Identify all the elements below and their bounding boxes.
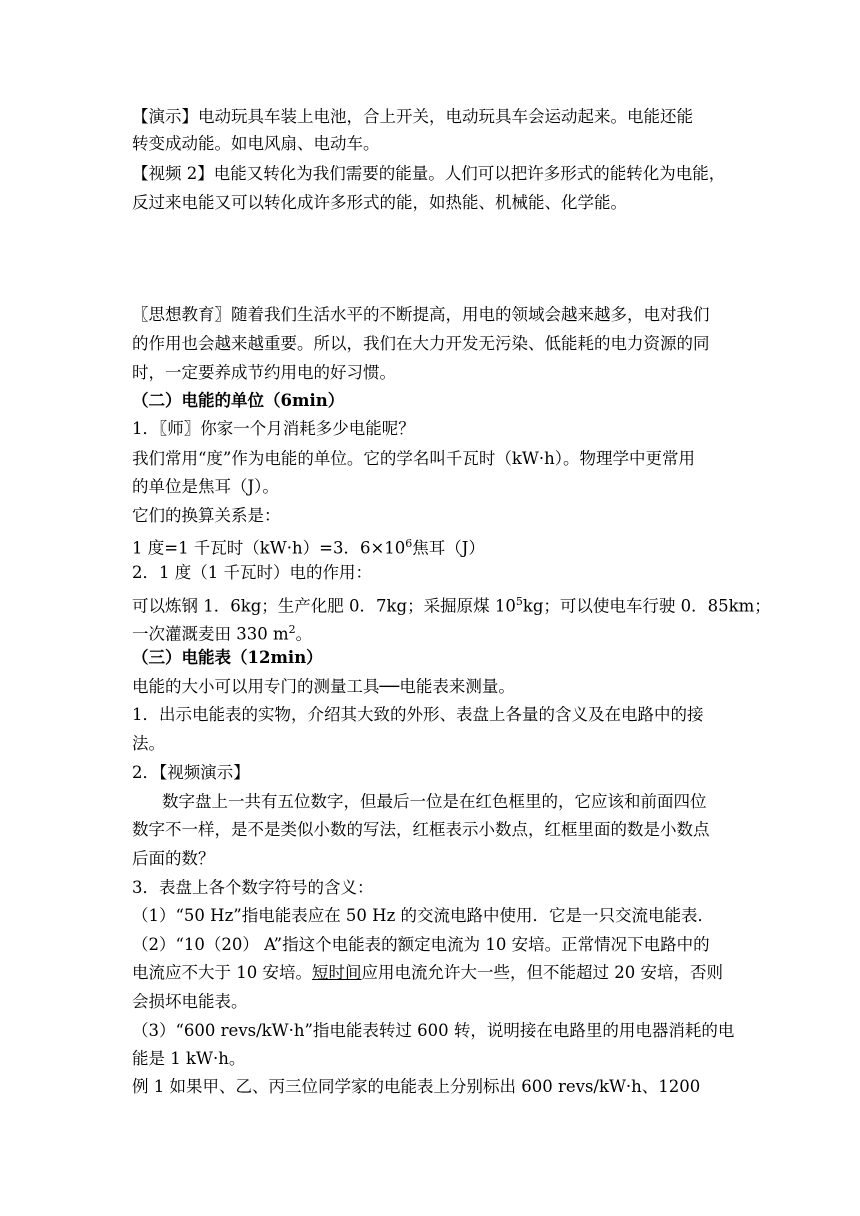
section-heading: （三）电能表（12min） [132,648,323,667]
text-segment: 应用电流允许大一些，但不能超过 20 安培，否则 [361,963,723,982]
paragraph-line: 数字不一样，是不是类似小数的写法，红框表示小数点，红框里面的数是小数点 [132,820,710,839]
paragraph-line: 2．1 度（1 千瓦时）电的作用： [132,563,372,582]
paragraph-line: 时，一定要养成节约用电的好习惯。 [132,363,396,382]
paragraph-line: 我们常用“度”作为电能的单位。它的学名叫千瓦时（kW·h）。物理学中更常用 [132,449,695,468]
text-segment: 一次灌溉麦田 330 m [132,624,289,644]
formula-text: 1 度=1 千瓦时（kW·h）=3．6×10 [132,538,406,558]
paragraph-line: 【视频 2】电能又转化为我们需要的能量。人们可以把许多形式的能转化为电能， [132,164,726,183]
paragraph-line: 〖思想教育〗随着我们生活水平的不断提高，用电的领域会越来越多，电对我们 [132,305,710,324]
paragraph-line: 转变成动能。如电风扇、电动车。 [132,134,380,153]
exponent: 5 [515,595,523,608]
paragraph-line [132,962,732,984]
paragraph-line: 例 1 如果甲、乙、丙三位同学家的电能表上分别标出 600 revs/kW·h、1200 [132,1077,701,1096]
paragraph-line: 后面的数？ [132,849,215,868]
paragraph-line: 的单位是焦耳（J）。 [132,477,279,496]
formula-unit: 焦耳（J） [412,538,485,558]
text-segment: 。 [295,624,313,644]
text-segment: 电流应不大于 10 安培。 [132,963,312,982]
underlined-text: 短时间 [312,963,362,982]
paragraph-line: （2）“10（20） A”指这个电能表的额定电流为 10 安培。正常情况下电路中的 [132,935,710,954]
text-segment: kg；可以使电车行驶 0．85km； [522,596,771,616]
paragraph-line: 1．〖师〗你家一个月消耗多少电能呢？ [132,419,415,438]
paragraph-line: （3）“600 revs/kW·h”指电能表转过 600 转，说明接在电路里的用电器消耗的电 [132,1021,735,1040]
paragraph-line: 电能的大小可以用专门的测量工具──电能表来测量。 [132,677,515,696]
paragraph-line: 1．出示电能表的实物，介绍其大致的外形、表盘上各量的含义及在电路中的接 [132,705,704,724]
paragraph-line: 会损坏电能表。 [132,992,248,1011]
paragraph-line: 【演示】电动玩具车装上电池，合上开关，电动玩具车会运动起来。电能还能 [132,107,693,126]
paragraph-line [132,533,732,560]
paragraph-line: （1）“50 Hz”指电能表应在 50 Hz 的交流电路中使用．它是一只交流电能表． [132,906,715,925]
paragraph-line: 数字盘上一共有五位数字，但最后一位是在红色框里的，它应该和前面四位 [162,792,707,811]
text-segment: 可以炼钢 1．6kg；生产化肥 0．7kg；采掘原煤 10 [132,596,516,616]
paragraph-line: 3．表盘上各个数字符号的含义： [132,878,374,897]
paragraph-line: 反过来电能又可以转化成许多形式的能，如热能、机械能、化学能。 [132,193,627,212]
paragraph-line [132,619,732,646]
paragraph-line: 能是 1 kW·h。 [132,1049,246,1068]
paragraph-line [132,591,771,618]
exponent: 2 [288,623,296,636]
paragraph-line: 的作用也会越来越重要。所以，我们在大力开发无污染、低能耗的电力资源的同 [132,334,710,353]
paragraph-line: 法。 [132,734,165,753]
paragraph-line: 2．【视频演示】 [132,763,250,782]
section-heading: （二）电能的单位（6min） [132,391,345,410]
paragraph-line: 它们的换算关系是： [132,506,281,525]
exponent: 6 [405,537,413,550]
